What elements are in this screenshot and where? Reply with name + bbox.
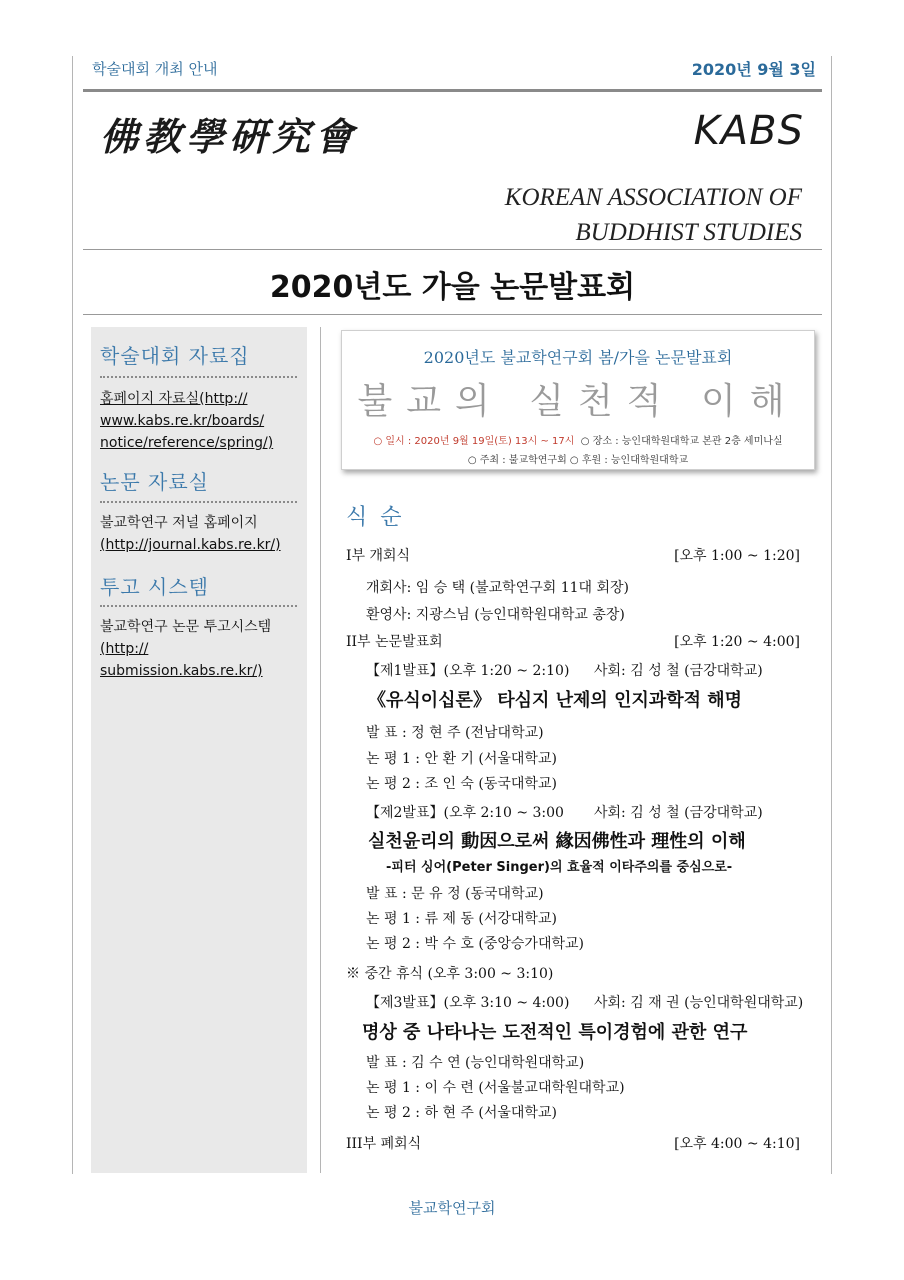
sidebar-heading-proceedings: 학술대회 자료집: [100, 344, 250, 368]
association-line-2: BUDDHIST STUDIES: [575, 219, 802, 246]
talk3-discussant-1: 논 평 1 : 이 수 련 (서울불교대학원대학교): [366, 1080, 625, 1096]
footer-organization: 불교학연구회: [408, 1199, 496, 1217]
talk1-chair: 사회: 김 성 철 (금강대학교): [594, 663, 763, 679]
part2-time: [오후 1:20 ~ 4:00]: [674, 634, 800, 650]
talk2-title: 실천윤리의 動因으로써 緣因佛性과 理性의 이해: [368, 831, 746, 852]
sidebar-text-line: 불교학연구 논문 투고시스템: [100, 619, 272, 635]
part1-label: I부 개회식: [346, 548, 411, 564]
part3-label: III부 폐회식: [346, 1136, 422, 1152]
talk3-header: 【제3발표】(오후 3:10 ~ 4:00): [366, 995, 570, 1011]
sidebar-text-line: (http://journal.kabs.re.kr/): [100, 537, 281, 553]
talk3-discussant-2: 논 평 2 : 하 현 주 (서울대학교): [366, 1105, 557, 1121]
banner-title: 불교의 실천적 이해: [357, 381, 799, 422]
talk1-presenter: 발 표 : 정 현 주 (전남대학교): [366, 725, 544, 741]
sidebar-text-line: notice/reference/spring/): [100, 435, 274, 451]
sidebar-text-line: www.kabs.re.kr/boards/: [100, 413, 265, 429]
talk2-subtitle: -피터 싱어(Peter Singer)의 효율적 이타주의를 중심으로-: [386, 860, 733, 875]
association-line-1: KOREAN ASSOCIATION OF: [504, 184, 802, 211]
sidebar-text-line: submission.kabs.re.kr/): [100, 663, 263, 679]
talk2-chair: 사회: 김 성 철 (금강대학교): [594, 805, 763, 821]
talk1-header: 【제1발표】(오후 1:20 ~ 2:10): [366, 663, 570, 679]
talk2-discussant-2: 논 평 2 : 박 수 호 (중앙승가대학교): [366, 936, 584, 952]
talk3-chair: 사회: 김 재 권 (능인대학원대학교): [594, 995, 804, 1011]
talk2-header: 【제2발표】(오후 2:10 ~ 3:00: [366, 805, 564, 821]
sidebar-divider: [100, 501, 297, 503]
sidebar-text-line: 홈페이지 자료실(http://: [100, 391, 248, 407]
sidebar-link-journal[interactable]: [100, 512, 281, 556]
sidebar-link-submission[interactable]: [100, 616, 271, 682]
talk1-discussant-1: 논 평 1 : 안 환 기 (서울대학교): [366, 751, 557, 767]
title-rule-top: [83, 249, 822, 250]
title-rule-bottom: [83, 314, 822, 315]
header-left-label: 학술대회 개최 안내: [92, 60, 218, 78]
banner-organizers: ○ 주최 : 불교학연구회 ○ 후원 : 능인대학원대학교: [467, 455, 689, 466]
program-heading: 식 순: [346, 505, 405, 530]
sidebar-divider: [100, 376, 297, 378]
talk1-title: 《유식이십론》 타심지 난제의 인지과학적 해명: [368, 690, 743, 711]
break-notice: ※ 중간 휴식 (오후 3:00 ~ 3:10): [346, 966, 554, 982]
sidebar-link-proceedings[interactable]: [100, 388, 273, 454]
sidebar-text-line: 불교학연구 저널 홈페이지: [100, 515, 258, 531]
banner-subtitle: 2020년도 불교학연구회 봄/가을 논문발표회: [423, 348, 733, 367]
talk3-title: 명상 중 나타나는 도전적인 특이경험에 관한 연구: [362, 1022, 748, 1043]
sidebar-heading-papers: 논문 자료실: [100, 470, 209, 494]
part1-time: [오후 1:00 ~ 1:20]: [674, 548, 800, 564]
column-divider: [320, 327, 321, 1173]
sidebar-text-line: (http://: [100, 641, 149, 657]
welcome-speech: 환영사: 지광스님 (능인대학원대학교 총장): [366, 607, 625, 623]
talk3-presenter: 발 표 : 김 수 연 (능인대학원대학교): [366, 1055, 585, 1071]
left-margin-line: [72, 56, 73, 1174]
part3-time: [오후 4:00 ~ 4:10]: [674, 1136, 800, 1152]
talk2-discussant-1: 논 평 1 : 류 제 동 (서강대학교): [366, 911, 557, 927]
banner-datetime: ○ 일시 : 2020년 9월 19일(토) 13시 ~ 17시: [373, 436, 575, 447]
event-banner: [341, 330, 815, 470]
page-title: 2020년도 가을 논문발표회: [269, 270, 636, 305]
talk2-presenter: 발 표 : 문 유 정 (동국대학교): [366, 886, 544, 902]
kabs-logo: KABS: [693, 108, 804, 154]
opening-speech: 개회사: 임 승 택 (불교학연구회 11대 회장): [366, 580, 630, 596]
header-date: 2020년 9월 3일: [691, 60, 816, 79]
right-margin-line: [831, 56, 832, 1174]
sidebar-divider: [100, 605, 297, 607]
association-name: [505, 180, 802, 250]
header-rule: [83, 89, 822, 92]
banner-place: ○ 장소 : 능인대학원대학교 본관 2층 세미나실: [580, 436, 783, 447]
hanja-logo: 佛教學硏究會: [100, 114, 359, 159]
part2-label: II부 논문발표회: [346, 634, 443, 650]
sidebar-heading-submission: 투고 시스템: [100, 575, 209, 599]
talk1-discussant-2: 논 평 2 : 조 인 숙 (동국대학교): [366, 776, 557, 792]
banner-datetime-place: [342, 432, 814, 447]
